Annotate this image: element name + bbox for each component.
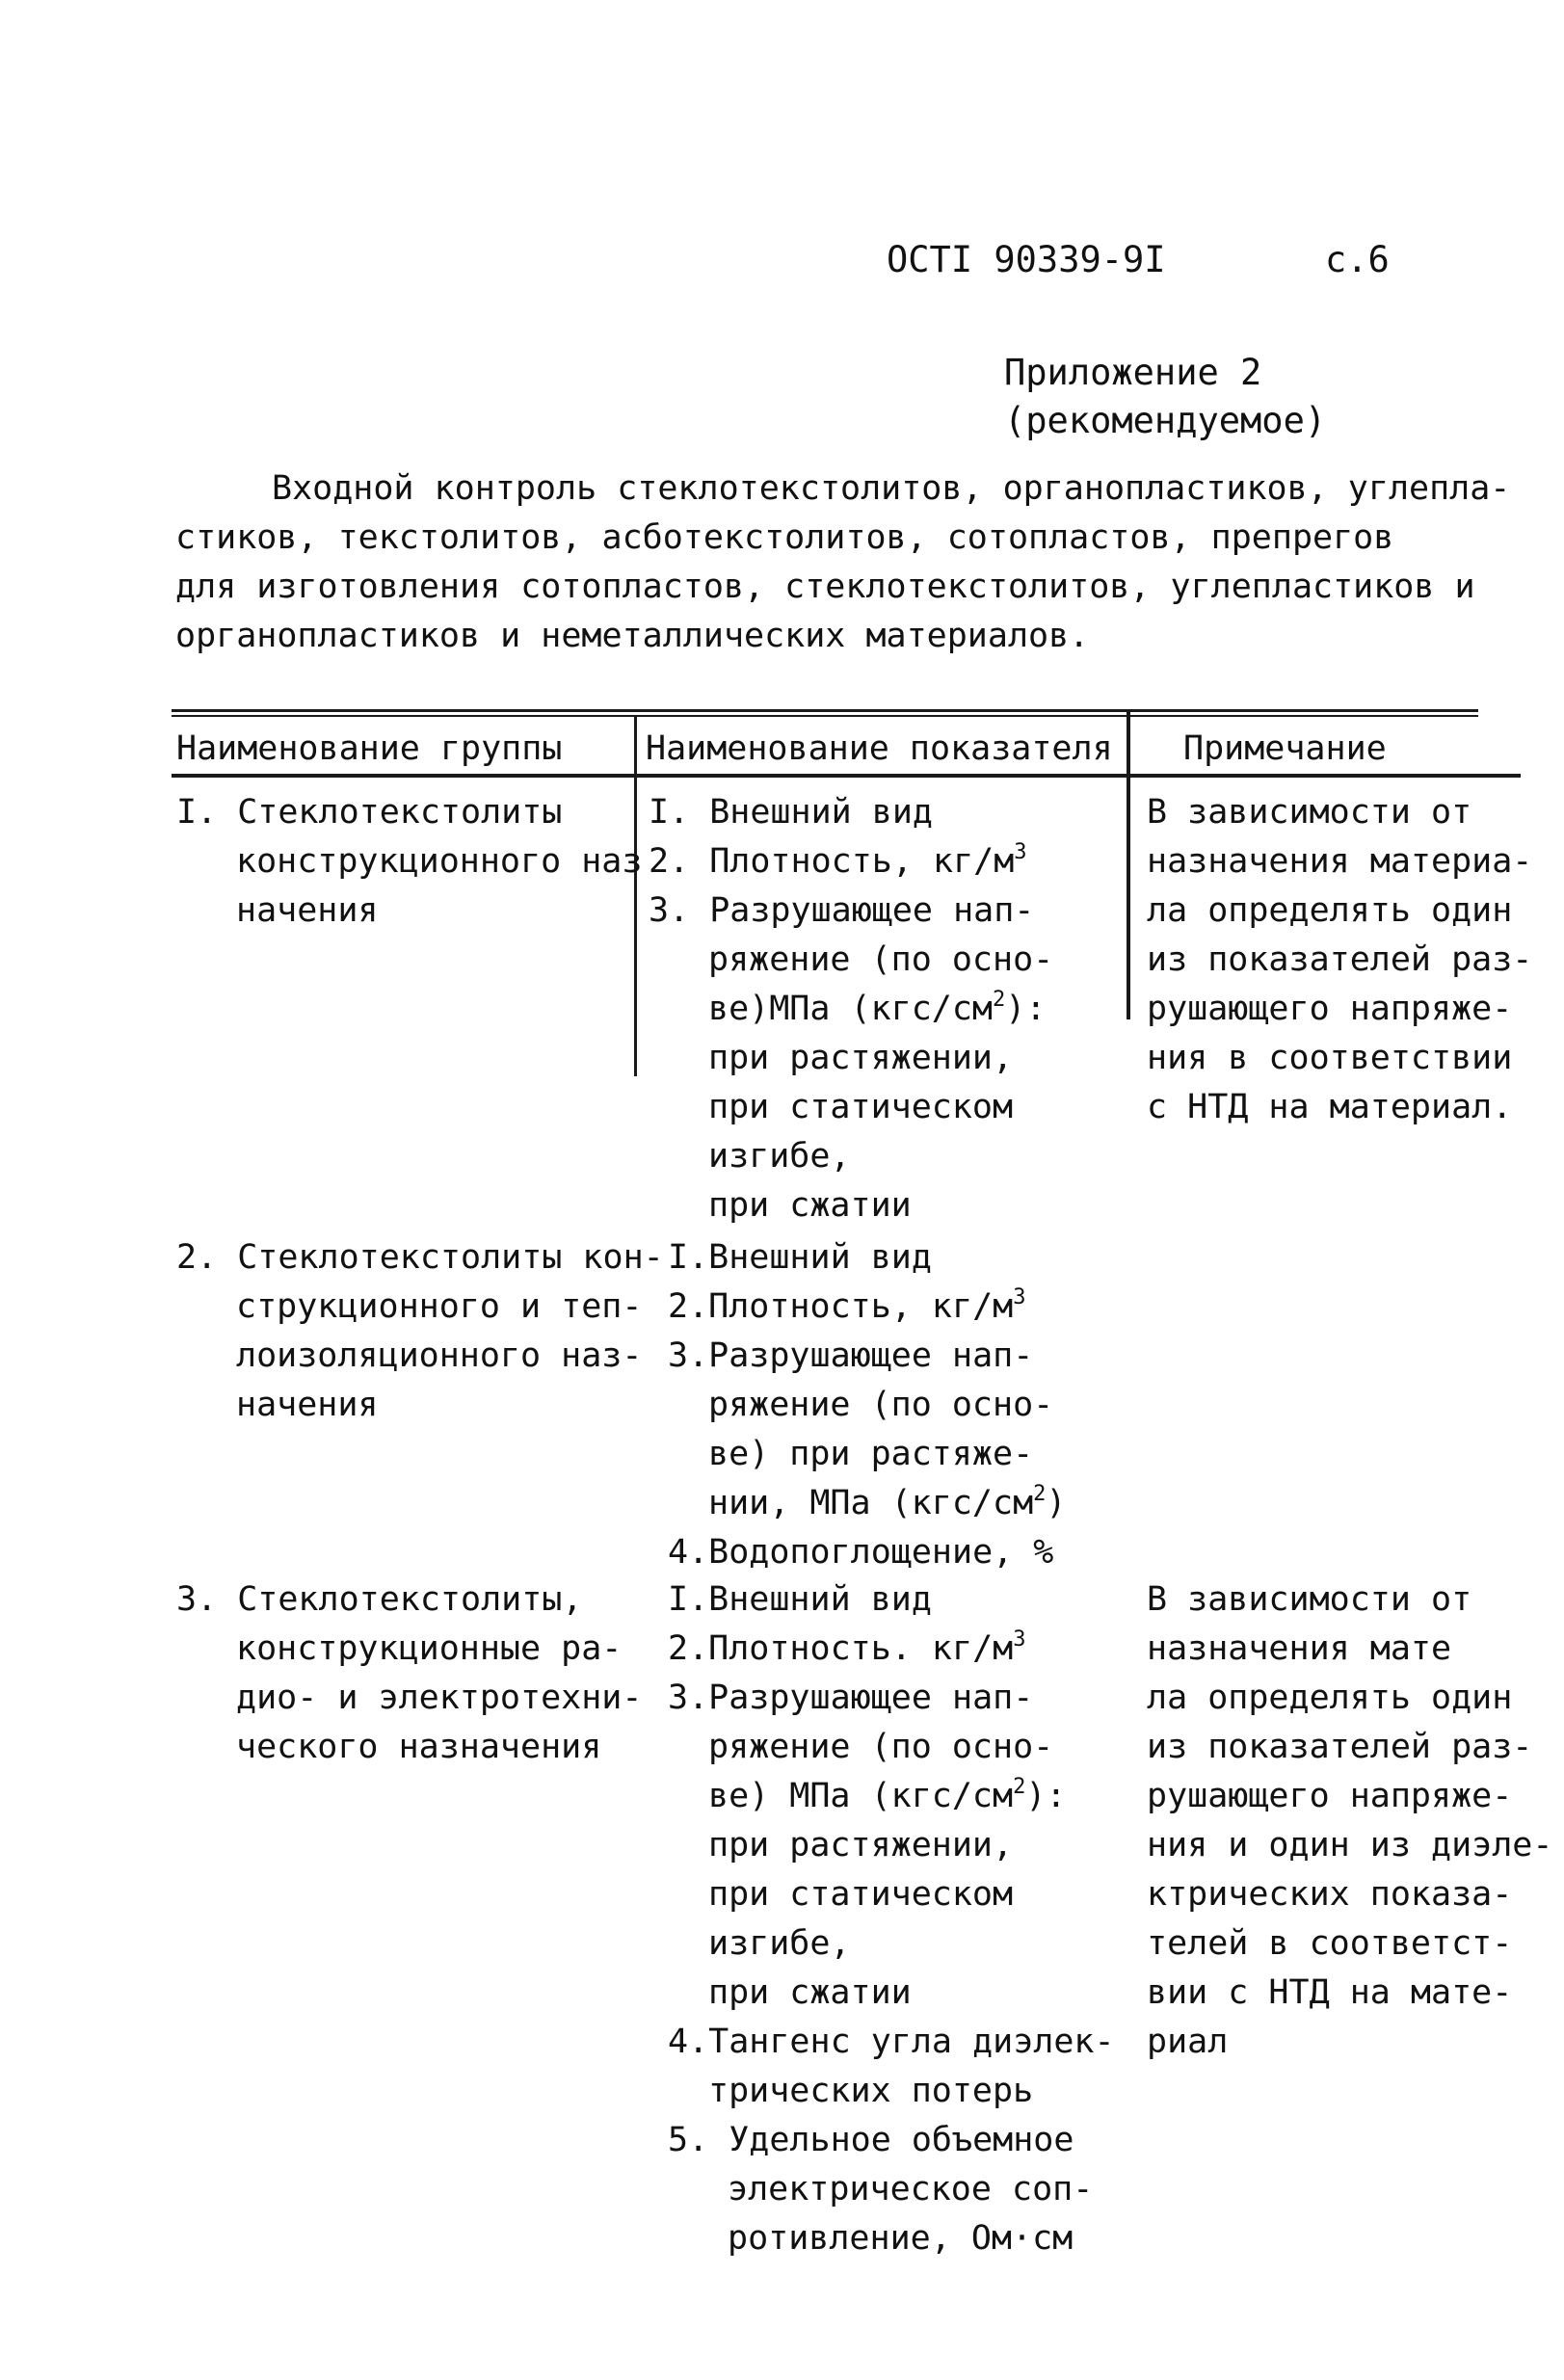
group-line: начения — [236, 891, 379, 930]
group-line: лоизоляционного наз- — [236, 1336, 643, 1375]
indicator-line: I. Внешний вид — [649, 793, 934, 832]
intro-paragraph — [175, 464, 1510, 661]
indicator-line: 2.Плотность. $кг/м^3$ — [668, 1627, 1026, 1668]
note-line: ния и один из диэле- — [1147, 1826, 1553, 1864]
indicator-line: ве) при растяже- — [708, 1435, 1034, 1473]
indicator-line: ряжение (по осно- — [708, 940, 1054, 979]
table-top-rule — [172, 709, 1478, 712]
indicator-line: ряжение (по осно- — [708, 1386, 1054, 1424]
page-number: с.6 — [1325, 239, 1390, 280]
indicator-line: I.Внешний вид — [668, 1238, 932, 1277]
indicator-line: 2.Плотность, $кг/м^3$ — [668, 1285, 1026, 1326]
indicator-line: при статическом — [708, 1875, 1014, 1914]
indicator-line: трических потерь — [708, 2072, 1034, 2110]
note-line: рушающего напряже- — [1147, 990, 1513, 1028]
intro-line: Входной контроль стеклотекстолитов, органопластиков, углепла- — [272, 469, 1511, 508]
table-row-1-group — [176, 788, 642, 936]
group-line: ческого назначения — [236, 1728, 602, 1766]
indicator-line: 2. Плотность, $кг/м^3$ — [649, 840, 1027, 881]
indicator-line: ротивление, Ом·см — [728, 2219, 1074, 2258]
column-divider-2 — [1127, 711, 1130, 1019]
table-row-1-note — [1147, 788, 1532, 1132]
indicator-line: 3.Разрушающее нап- — [668, 1679, 1034, 1717]
column-header-note: Примечание — [1183, 729, 1387, 768]
note-line: рушающего напряже- — [1147, 1777, 1513, 1815]
note-line: ла определять один — [1147, 1679, 1513, 1717]
note-line: вии с НТД на мате- — [1147, 1973, 1513, 2012]
note-line: телей в соответст- — [1147, 1924, 1513, 1963]
indicator-line: I.Внешний вид — [668, 1580, 932, 1619]
note-line: с НТД на материал. — [1147, 1088, 1513, 1126]
indicator-line: при сжатии — [708, 1186, 912, 1225]
group-line: I. Стеклотекстолиты — [176, 793, 563, 832]
column-header-group: Наименование группы — [176, 729, 563, 768]
indicator-line: ве) МПа $(кгс/см^2)$: — [708, 1775, 1067, 1815]
group-line: конструкционные ра- — [236, 1629, 623, 1668]
appendix-subtitle: (рекомендуемое) — [1004, 400, 1327, 441]
appendix-title: Приложение 2 — [1004, 352, 1262, 393]
intro-line: стиков, текстолитов, асботекстолитов, сотопластов, препрегов — [175, 518, 1394, 557]
indicator-line: изгибе, — [708, 1924, 851, 1963]
document-code: ОСТI 90339-9I — [887, 239, 1166, 280]
table-row-3-note — [1147, 1575, 1552, 2067]
indicator-line: 4.Водопоглощение, % — [668, 1533, 1054, 1572]
indicator-line: 3.Разрушающее нап- — [668, 1336, 1034, 1375]
note-line: из показателей раз- — [1147, 940, 1533, 979]
note-line: риал — [1147, 2023, 1229, 2061]
table-row-2-group — [176, 1233, 664, 1430]
group-line: начения — [236, 1386, 379, 1424]
note-line: назначения мате — [1147, 1629, 1452, 1668]
intro-line: для изготовления сотопластов, стеклотекстолитов, углепластиков и — [175, 568, 1475, 606]
indicator-line: при сжатии — [708, 1973, 912, 2012]
table-row-3-indicators — [668, 1575, 1115, 2263]
table-row-1-indicators — [649, 788, 1053, 1230]
note-line: В зависимости от — [1147, 1580, 1472, 1619]
group-line: дио- и электротехни- — [236, 1679, 643, 1717]
indicator-line: 5. Удельное объемное — [668, 2121, 1074, 2159]
indicator-line: 4.Тангенс угла диэлек- — [668, 2023, 1115, 2061]
group-line: 3. Стеклотекстолиты, — [176, 1580, 583, 1619]
indicator-line: изгибе, — [708, 1137, 851, 1176]
indicator-line: электрическое соп- — [728, 2170, 1094, 2208]
group-line: 2. Стеклотекстолиты кон- — [176, 1238, 664, 1277]
note-line: ла определять один — [1147, 891, 1513, 930]
table-row-3-group — [176, 1575, 642, 1772]
intro-line: органопластиков и неметаллических материалов. — [175, 617, 1090, 655]
note-line: ктрических показа- — [1147, 1875, 1513, 1914]
table-row-2-indicators — [668, 1233, 1066, 1577]
column-header-indicator: Наименование показателя — [646, 729, 1113, 768]
note-line: В зависимости от — [1147, 793, 1472, 832]
indicator-line: при статическом — [708, 1088, 1014, 1126]
note-line: ния в соответствии — [1147, 1039, 1513, 1077]
indicator-line: при растяжении, — [708, 1039, 1014, 1077]
note-line: назначения материа- — [1147, 842, 1533, 881]
note-line: из показателей раз- — [1147, 1728, 1533, 1766]
group-line: конструкционного наз — [236, 842, 643, 881]
table-header-rule — [172, 774, 1521, 778]
group-line: струкционного и теп- — [236, 1287, 643, 1326]
indicator-line: ряжение (по осно- — [708, 1728, 1054, 1766]
indicator-line: 3. Разрушающее нап- — [649, 891, 1035, 930]
indicator-line: ве)МПа $(кгс/см^2)$: — [708, 988, 1047, 1028]
table-top-rule-double — [172, 715, 1478, 717]
indicator-line: нии, МПа $(кгс/см^2)$ — [708, 1482, 1067, 1522]
indicator-line: при растяжении, — [708, 1826, 1014, 1864]
